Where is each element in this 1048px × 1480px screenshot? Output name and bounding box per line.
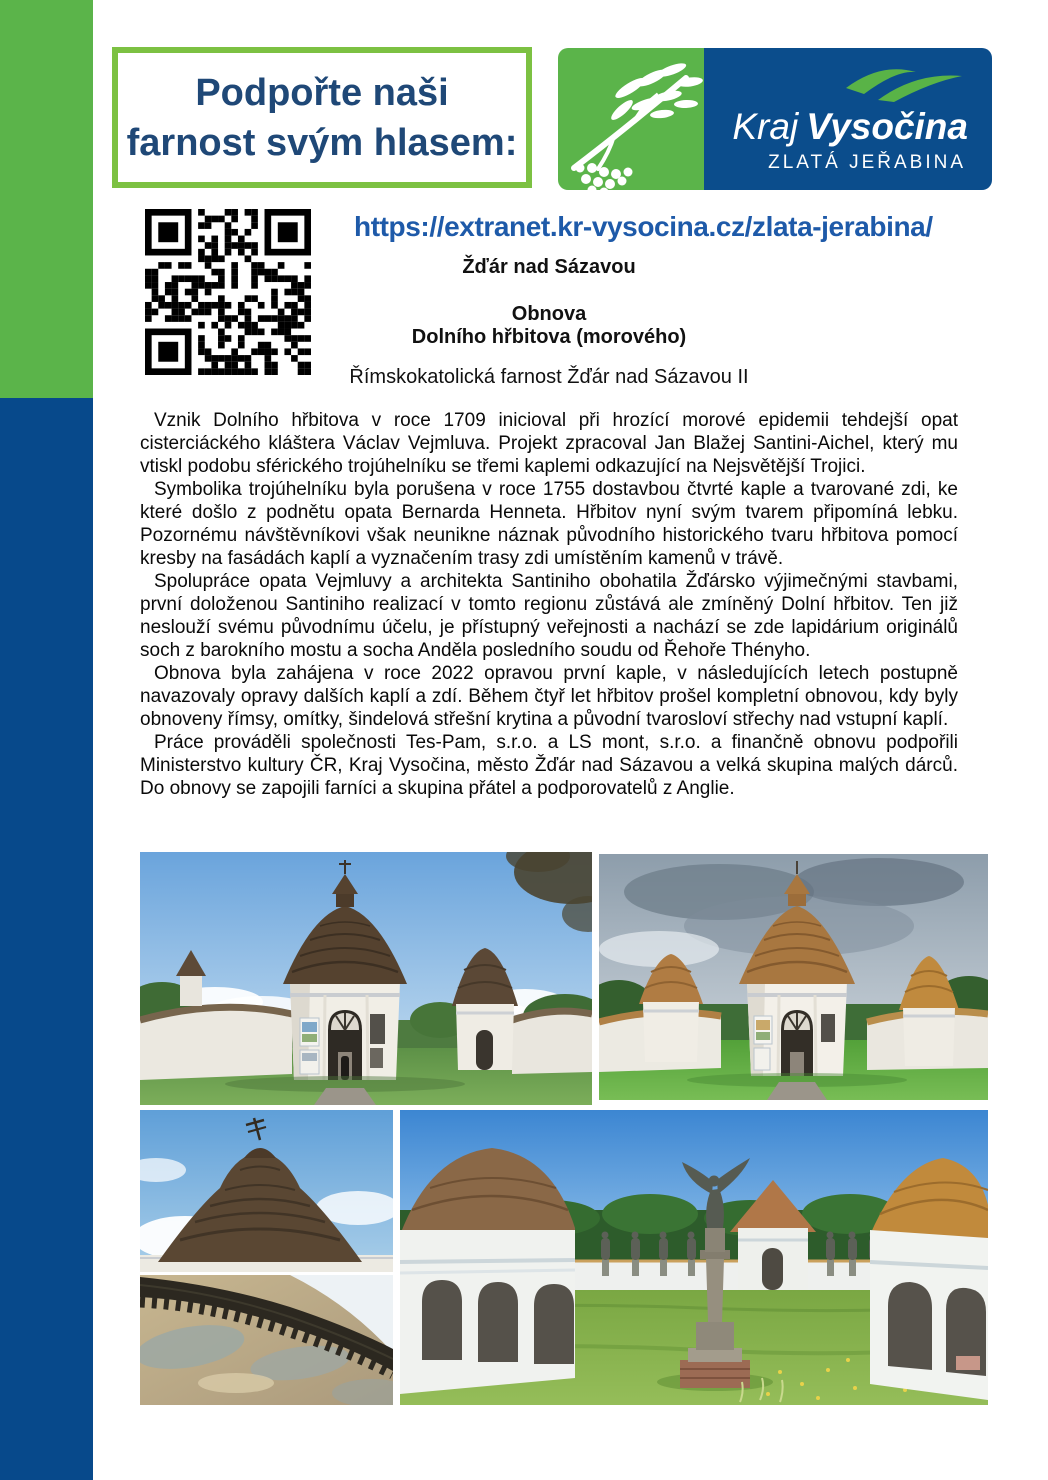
photo-entrance-before	[140, 852, 592, 1105]
photo-roof-damage	[140, 1275, 393, 1405]
photo-courtyard	[400, 1110, 988, 1405]
heading-city: Žďár nad Sázavou	[462, 256, 636, 278]
body-text	[140, 409, 958, 800]
green-hills-icon	[836, 60, 966, 102]
heading-project-line1: Obnova	[511, 303, 587, 325]
logo-kraj-text: Kraj	[732, 106, 799, 147]
logo-wordmark	[732, 106, 968, 148]
vote-url-link[interactable]: https://extranet.kr-vysocina.cz/zlata-jerabina/	[354, 211, 933, 242]
qr-code	[145, 209, 311, 375]
logo-vysocina-text: Vysočina	[806, 106, 968, 147]
rowan-branch-icon	[558, 48, 704, 190]
paragraph-3: Spolupráce opata Vejmluvy a architekta Santiniho obohatila Žďársko výjimečnými stavbami, první doloženou Santiniho realizací v tomto regionu zůstává ale zmíněný Dolní hřbitov. Ten již neslouží svému původnímu účelu, je přístupný veřejnosti a nachází se zde lapidárium originálů soch z barokního mostu a socha Anděla posledního soudu od Řehoře Thényho.	[140, 571, 958, 661]
photo-entrance-after	[599, 854, 988, 1100]
title-line-1: Podpořte naši	[195, 71, 449, 114]
photo-roof-closeup	[140, 1110, 393, 1272]
title-box	[112, 47, 532, 188]
kraj-vysocina-logo	[558, 48, 992, 190]
paragraph-4: Obnova byla zahájena v roce 2022 opravou první kaple, v následujících letech postupně navazovaly opravy dalších kaplí a zdí. Během čtyř let hřbitov prošel kompletní obnovou, kdy byly obnoveny římsy, omítky, šindelová střešní krytina a původní tvarosloví střechy nad vstupní kaplí.	[140, 663, 958, 730]
paragraph-5: Práce prováděli společnosti Tes-Pam, s.r.o. a LS mont, s.r.o. a finančně obnovu podpořili Ministerstvo kultury ČR, Kraj Vysočina, město Žďár nad Sázavou a velká skupina malých dárců. Do obnovy se zapojili farníci a skupina přátel a podporovatelů z Anglie.	[140, 732, 958, 799]
logo-subtitle: ZLATÁ JEŘABINA	[768, 152, 966, 173]
heading-project-line2: Dolního hřbitova (morového)	[411, 326, 687, 348]
paragraph-1: Vznik Dolního hřbitova v roce 1709 inicioval při hrozící morové epidemii tehdejší opat cisterciáckého kláštera Václav Vejmluva. Projekt zpracoval Jan Blažej Santini-Aichel, který mu vtiskl podobu sférického trojúhelníku se třemi kaplemi odkazující na Nejsvětější Trojici.	[140, 410, 958, 477]
logo-blue-panel	[704, 48, 992, 190]
left-accent-bar-blue	[0, 398, 93, 1480]
left-accent-bar-green	[0, 0, 93, 398]
qr-code-pattern	[145, 209, 311, 375]
logo-green-panel	[558, 48, 704, 190]
paragraph-2: Symbolika trojúhelníku byla porušena v roce 1755 dostavbou čtvrté kaple a tvarované zdi, ke které došlo z podnětu opata Bernarda Henneta. Hřbitov nyní svým tvarem připomíná lebku. Pozornému návštěvníkovi však neunikne náznak původního historického tvaru hřbitova pomocí kresby na fasádách kaplí a vyznačením trasy zdi umístěním kamenů v trávě.	[140, 479, 958, 569]
title-line-2: farnost svým hlasem:	[126, 121, 518, 164]
heading-parish: Římskokatolická farnost Žďár nad Sázavou II	[349, 366, 749, 388]
